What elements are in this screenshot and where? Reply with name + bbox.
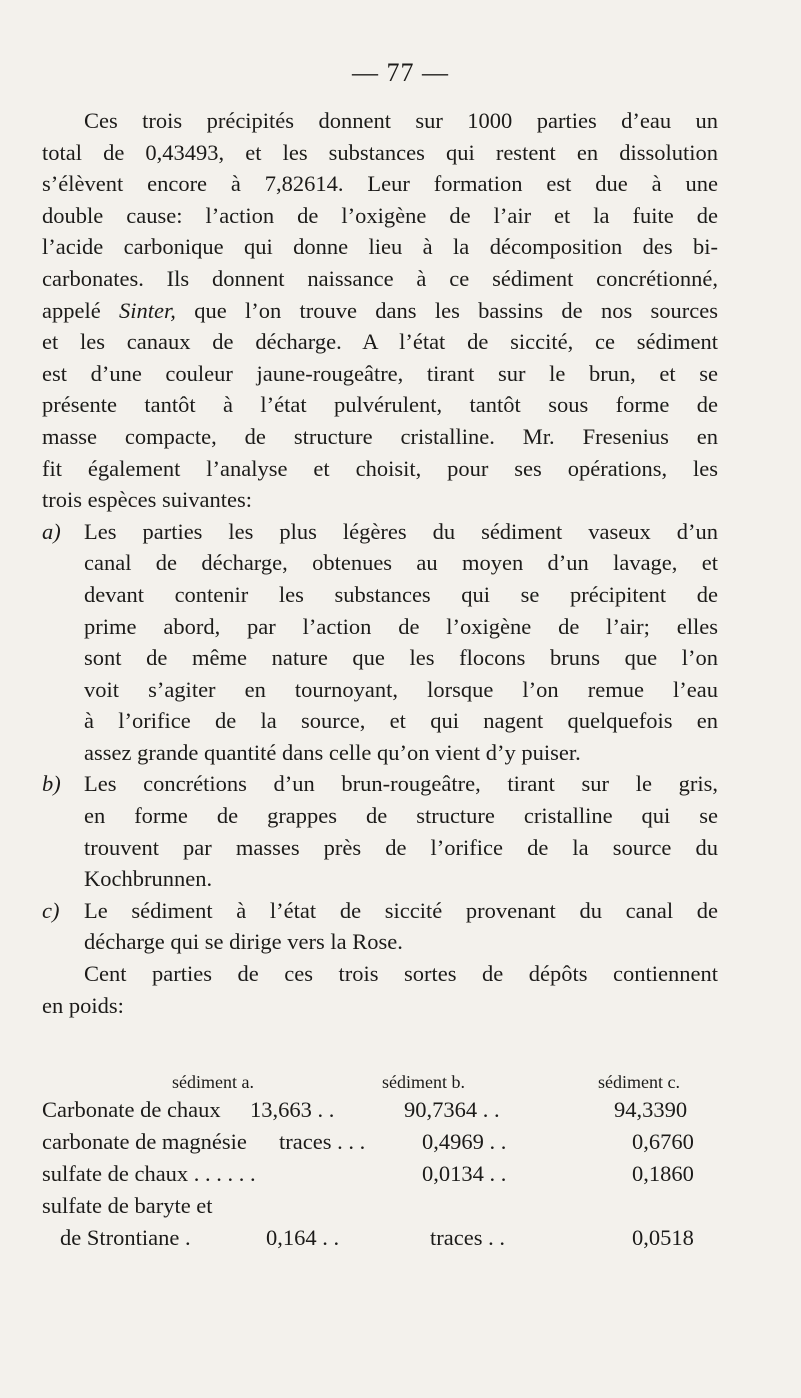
text-fragment: Les concrétions d’un brun-rougeâtre, tirant sur le gris, xyxy=(84,771,718,797)
list-marker: c) xyxy=(42,897,60,923)
cell-c: 0,0518 xyxy=(632,1225,694,1250)
text-fragment: que l’on trouve dans les bassins de nos sources xyxy=(175,297,718,323)
text-line-sinter xyxy=(42,295,718,327)
table-row xyxy=(42,1190,722,1222)
text-line: Ces trois précipités donnent sur 1000 parties d’eau un xyxy=(84,108,718,133)
cell-a: 0,164 . . xyxy=(266,1225,340,1250)
row-label: carbonate de magnésie xyxy=(42,1129,247,1154)
row-label: de Strontiane . xyxy=(60,1225,191,1250)
text-line: carbonates. Ils donnent naissance à ce sédiment concrétionné, xyxy=(42,265,718,291)
row-label: Carbonate de chaux xyxy=(42,1097,221,1122)
table-row xyxy=(42,1126,722,1158)
body-text xyxy=(42,105,718,1021)
row-label: sulfate de chaux . . . . . . xyxy=(42,1161,256,1186)
text-line: sont de même nature que les flocons bruns que l’on xyxy=(84,645,718,671)
text-line: masse compacte, de structure cristalline. Mr. Fresenius en xyxy=(42,423,718,449)
text-line: canal de décharge, obtenues au moyen d’un lavage, et xyxy=(84,550,718,576)
italic-term-sinter: Sinter, xyxy=(119,297,176,323)
list-marker: b) xyxy=(42,771,61,797)
text-line: l’acide carbonique qui donne lieu à la décomposition des bi- xyxy=(42,234,718,260)
list-item-b xyxy=(42,768,718,894)
text-line: est d’une couleur jaune-rougeâtre, tirant sur le brun, et se xyxy=(42,360,718,386)
table-row xyxy=(42,1094,722,1126)
cell-c: 0,1860 xyxy=(632,1161,694,1186)
list-item-c xyxy=(42,895,718,958)
text-fragment: appelé xyxy=(42,297,120,323)
text-line: trois espèces suivantes: xyxy=(42,487,252,513)
text-fragment: Les parties les plus légères du sédiment vaseux d’un xyxy=(84,518,718,544)
text-line: s’élèvent encore à 7,82614. Leur formation est due à une xyxy=(42,171,718,197)
page-number: — 77 — xyxy=(352,58,449,87)
cell-b: 0,0134 . . xyxy=(422,1161,507,1186)
text-line: décharge qui se dirige vers la Rose. xyxy=(84,929,403,955)
text-line: assez grande quantité dans celle qu’on vient d’y puiser. xyxy=(84,739,581,765)
table-row xyxy=(42,1222,722,1254)
table-row xyxy=(42,1158,722,1190)
text-line: voit s’agiter en tournoyant, lorsque l’on remue l’eau xyxy=(84,676,718,702)
row-label: sulfate de baryte et xyxy=(42,1193,213,1218)
cell-a: traces . . . xyxy=(279,1129,366,1154)
column-header: sédiment c. xyxy=(598,1072,680,1092)
text-line: présente tantôt à l’état pulvérulent, tantôt sous forme de xyxy=(42,392,718,418)
text-line: devant contenir les substances qui se précipitent de xyxy=(84,581,718,607)
text-line: fit également l’analyse et choisit, pour ses opérations, les xyxy=(42,455,718,481)
text-line: et les canaux de décharge. A l’état de siccité, ce sédiment xyxy=(42,329,718,355)
text-line: Kochbrunnen. xyxy=(84,866,213,892)
column-header: sédiment b. xyxy=(382,1072,465,1092)
cell-b: 0,4969 . . xyxy=(422,1129,507,1154)
text-line: trouvent par masses près de l’orifice de la source du xyxy=(84,834,718,860)
cell-c: 94,3390 xyxy=(614,1097,688,1122)
composition-table xyxy=(42,1062,722,1254)
text-line: double cause: l’action de l’oxigène de l’air et la fuite de xyxy=(42,202,718,228)
column-header: sédiment a. xyxy=(172,1072,254,1092)
table-header xyxy=(42,1062,722,1094)
text-line: en poids: xyxy=(42,992,124,1018)
cell-b: 90,7364 . . xyxy=(404,1097,500,1122)
list-item-a xyxy=(42,516,718,769)
text-line: total de 0,43493, et les substances qui restent en dissolution xyxy=(42,139,718,165)
text-line: prime abord, par l’action de l’oxigène de l’air; elles xyxy=(84,613,718,639)
cell-a: 13,663 . . xyxy=(250,1097,335,1122)
text-fragment: Le sédiment à l’état de siccité provenant du canal de xyxy=(84,897,718,923)
text-line: à l’orifice de la source, et qui nagent quelquefois en xyxy=(84,708,718,734)
list-marker: a) xyxy=(42,518,61,544)
text-line: Cent parties de ces trois sortes de dépôts contiennent xyxy=(84,961,718,987)
cell-b: traces . . xyxy=(430,1225,505,1250)
text-line: en forme de grappes de structure cristalline qui se xyxy=(84,803,718,829)
cell-c: 0,6760 xyxy=(632,1129,694,1154)
